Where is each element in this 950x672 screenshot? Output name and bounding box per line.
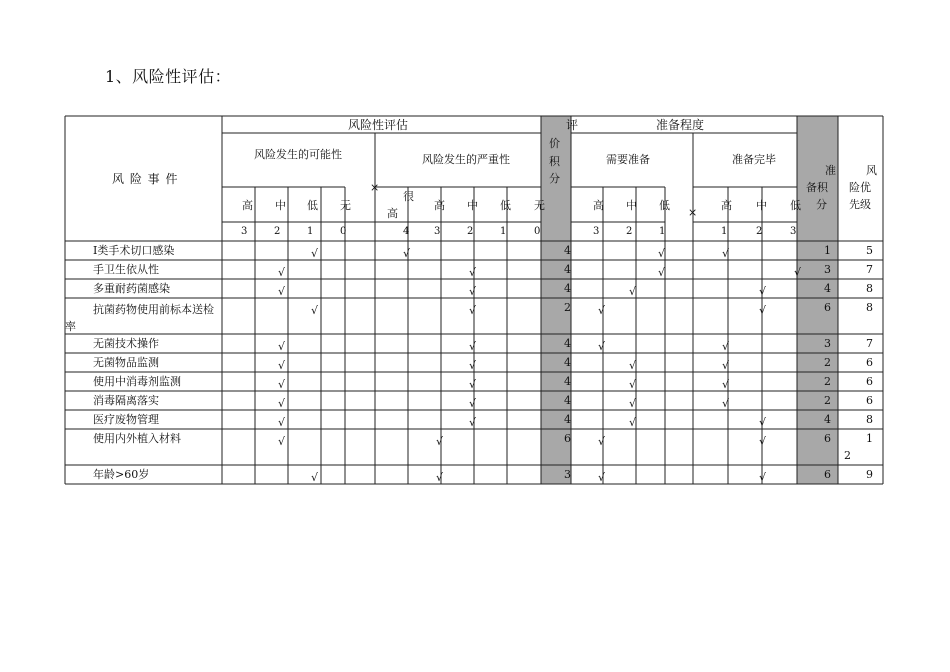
severity-level-4: 无 xyxy=(534,199,545,212)
likelihood-none-symbol: × xyxy=(370,181,380,194)
severity-points-4: 0 xyxy=(534,226,541,237)
likelihood-check: √ xyxy=(311,471,319,484)
done-check: √ xyxy=(794,266,802,279)
event-label: 无菌技术操作 xyxy=(93,337,159,350)
prep-score-value: 2 xyxy=(824,356,831,369)
likelihood-check: √ xyxy=(311,304,319,317)
severity-points-1: 3 xyxy=(434,226,441,237)
severity-check: √ xyxy=(469,304,477,317)
need-prep-header: 需要准备 xyxy=(606,153,650,166)
preparedness-header: 准备程度 xyxy=(656,118,705,132)
severity-check: √ xyxy=(436,435,444,448)
likelihood-check: √ xyxy=(311,247,319,260)
risk-score-value: 4 xyxy=(564,263,571,276)
risk-score-value: 4 xyxy=(564,375,571,388)
event-column-header: 风 险 事 件 xyxy=(112,172,179,186)
done-check: √ xyxy=(759,471,767,484)
severity-level-2: 中 xyxy=(467,199,478,212)
likelihood-level-1: 中 xyxy=(275,199,286,212)
severity-header: 风险发生的严重性 xyxy=(422,153,510,166)
prep-done-header: 准备完毕 xyxy=(732,153,776,166)
risk-score-header-3: 积 xyxy=(549,155,560,168)
priority-header-1: 风 xyxy=(866,164,877,177)
prep-score-value: 6 xyxy=(824,468,831,481)
event-label: 消毒隔离落实 xyxy=(93,394,159,407)
done-check: √ xyxy=(722,378,730,391)
severity-check: √ xyxy=(469,416,477,429)
likelihood-check: √ xyxy=(278,266,286,279)
need-level-1: 中 xyxy=(626,199,637,212)
event-label: Ⅰ类手术切口感染 xyxy=(93,244,175,257)
priority-header-3: 先级 xyxy=(849,198,871,211)
event-label: 使用内外植入材料 xyxy=(93,432,181,445)
priority-value: 6 xyxy=(866,375,873,388)
severity-check: √ xyxy=(403,247,411,260)
risk-score-value: 2 xyxy=(564,301,571,314)
likelihood-check: √ xyxy=(278,359,286,372)
priority-value: 8 xyxy=(866,413,873,426)
prep-score-value: 4 xyxy=(824,282,831,295)
done-level-1: 中 xyxy=(756,199,767,212)
severity-level-3: 低 xyxy=(500,199,511,212)
risk-score-value: 4 xyxy=(564,244,571,257)
done-points-0: 1 xyxy=(721,226,728,237)
priority-header-2: 险优 xyxy=(849,181,871,194)
need-level-2: 低 xyxy=(659,199,670,212)
priority-value: 6 xyxy=(866,394,873,407)
prep-score-value: 6 xyxy=(824,301,831,314)
risk-score-value: 4 xyxy=(564,356,571,369)
priority-value: 5 xyxy=(866,244,873,257)
severity-points-0: 4 xyxy=(403,226,410,237)
likelihood-header: 风险发生的可能性 xyxy=(254,148,342,161)
likelihood-check: √ xyxy=(278,285,286,298)
need-none-symbol: × xyxy=(688,206,698,219)
need-check: √ xyxy=(598,304,606,317)
prep-score-value: 4 xyxy=(824,413,831,426)
done-check: √ xyxy=(722,340,730,353)
risk-score-value: 6 xyxy=(564,432,571,445)
need-check: √ xyxy=(629,378,637,391)
done-level-2: 低 xyxy=(790,199,801,212)
risk-score-value: 4 xyxy=(564,282,571,295)
severity-level-0b: 高 xyxy=(387,207,398,220)
risk-assessment-header: 风险性评估 xyxy=(348,118,409,132)
need-check: √ xyxy=(629,285,637,298)
done-check: √ xyxy=(759,285,767,298)
need-check: √ xyxy=(598,471,606,484)
priority-value: 9 xyxy=(866,468,873,481)
event-label: 抗菌药物使用前标本送检率 xyxy=(65,303,214,333)
prep-score-value: 2 xyxy=(824,375,831,388)
need-points-2: 1 xyxy=(659,226,666,237)
prep-score-value: 1 xyxy=(824,244,831,257)
likelihood-points-3: 0 xyxy=(340,226,347,237)
risk-score-header-4: 分 xyxy=(549,172,560,185)
risk-score-value: 3 xyxy=(564,468,571,481)
prep-score-value: 3 xyxy=(824,337,831,350)
event-label: 多重耐药菌感染 xyxy=(93,282,170,295)
done-check: √ xyxy=(759,435,767,448)
prep-score-value: 2 xyxy=(824,394,831,407)
risk-score-value: 4 xyxy=(564,413,571,426)
prep-score-value: 6 xyxy=(824,432,831,445)
priority-value: 7 xyxy=(866,263,873,276)
likelihood-check: √ xyxy=(278,416,286,429)
severity-points-2: 2 xyxy=(467,226,474,237)
priority-value-cont: 2 xyxy=(844,449,851,462)
risk-score-value: 4 xyxy=(564,394,571,407)
need-check: √ xyxy=(629,416,637,429)
event-label: 使用中消毒剂监测 xyxy=(93,375,181,388)
severity-points-3: 1 xyxy=(500,226,507,237)
likelihood-points-0: 3 xyxy=(241,226,248,237)
event-label: 无菌物品监测 xyxy=(93,356,159,369)
severity-check: √ xyxy=(469,285,477,298)
severity-check: √ xyxy=(469,359,477,372)
likelihood-level-0: 高 xyxy=(242,199,253,212)
risk-score-value: 4 xyxy=(564,337,571,350)
priority-value: 1 xyxy=(866,432,873,445)
done-points-1: 2 xyxy=(756,226,763,237)
severity-check: √ xyxy=(469,378,477,391)
event-label: 年龄>60岁 xyxy=(93,468,150,481)
done-check: √ xyxy=(759,416,767,429)
need-points-1: 2 xyxy=(626,226,633,237)
severity-check: √ xyxy=(469,397,477,410)
done-check: √ xyxy=(722,397,730,410)
likelihood-points-2: 1 xyxy=(307,226,314,237)
event-label: 手卫生依从性 xyxy=(93,263,159,276)
prep-score-header-2: 备积 xyxy=(806,181,828,194)
need-points-0: 3 xyxy=(593,226,600,237)
need-check: √ xyxy=(598,340,606,353)
need-level-0: 高 xyxy=(593,199,604,212)
event-label: 医疗废物管理 xyxy=(93,413,159,426)
need-check: √ xyxy=(629,397,637,410)
likelihood-check: √ xyxy=(278,378,286,391)
need-check: √ xyxy=(658,266,666,279)
need-check: √ xyxy=(629,359,637,372)
section-heading: 1、风险性评估： xyxy=(105,67,232,86)
severity-level-0a: 很 xyxy=(403,190,414,203)
severity-level-1: 高 xyxy=(434,199,445,212)
done-points-2: 3 xyxy=(790,226,797,237)
likelihood-check: √ xyxy=(278,397,286,410)
likelihood-level-3: 无 xyxy=(340,199,351,212)
need-check: √ xyxy=(658,247,666,260)
severity-check: √ xyxy=(436,471,444,484)
likelihood-points-1: 2 xyxy=(274,226,281,237)
priority-value: 8 xyxy=(866,282,873,295)
need-check: √ xyxy=(598,435,606,448)
priority-value: 8 xyxy=(866,301,873,314)
prep-score-value: 3 xyxy=(824,263,831,276)
done-check: √ xyxy=(722,247,730,260)
likelihood-check: √ xyxy=(278,340,286,353)
severity-check: √ xyxy=(469,340,477,353)
priority-value: 6 xyxy=(866,356,873,369)
risk-score-header-1: 评 xyxy=(566,118,579,132)
prep-score-header-3: 分 xyxy=(816,198,827,211)
likelihood-level-2: 低 xyxy=(307,199,318,212)
done-check: √ xyxy=(759,304,767,317)
priority-value: 7 xyxy=(866,337,873,350)
likelihood-check: √ xyxy=(278,435,286,448)
severity-check: √ xyxy=(469,266,477,279)
done-check: √ xyxy=(722,359,730,372)
risk-score-header-2: 价 xyxy=(549,137,560,150)
prep-score-header-1: 准 xyxy=(825,164,836,177)
done-level-0: 高 xyxy=(721,199,732,212)
